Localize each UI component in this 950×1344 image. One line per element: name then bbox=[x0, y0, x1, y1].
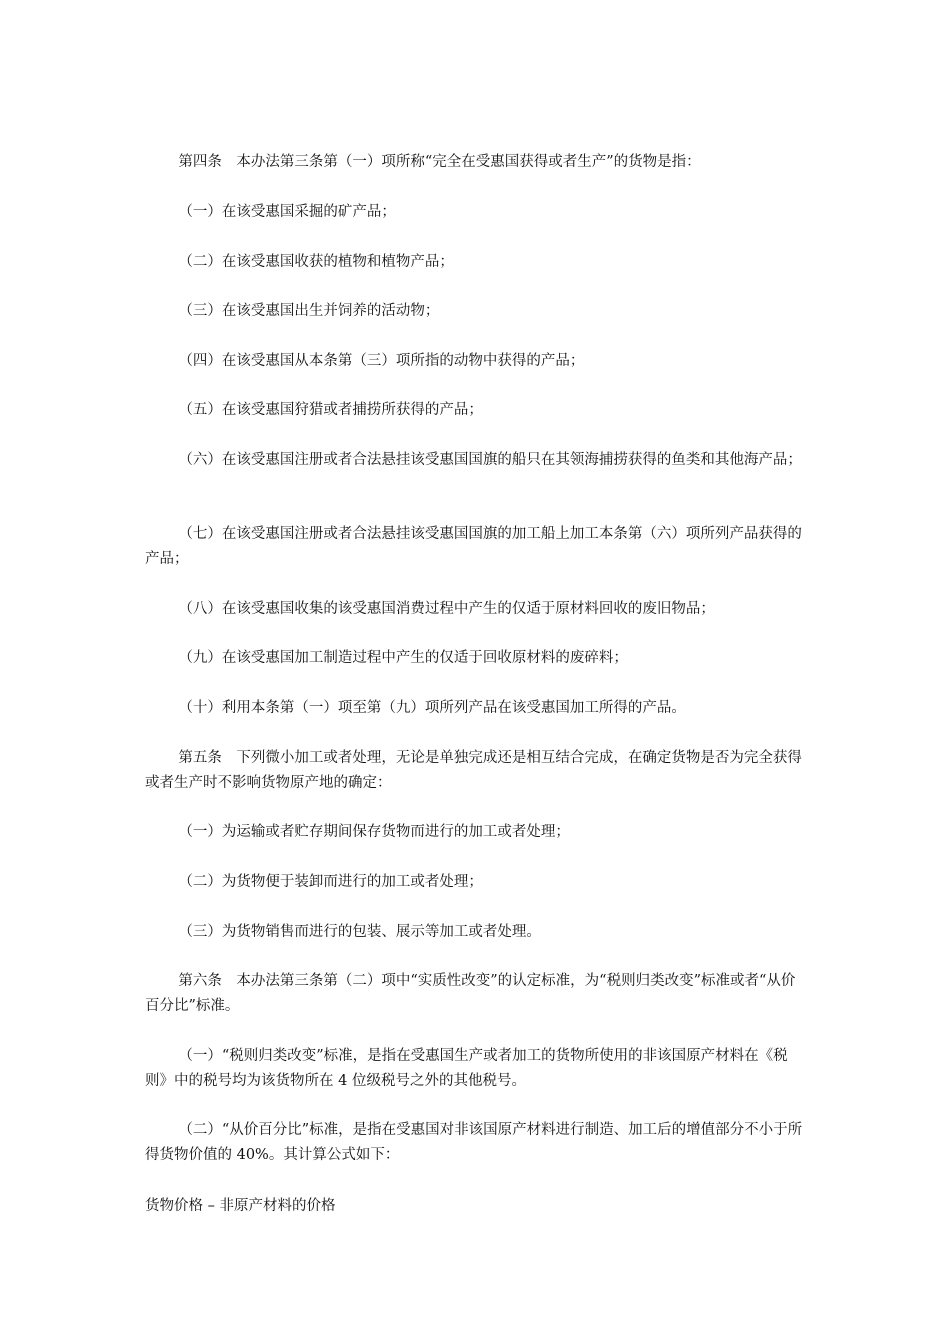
article-4-item-7: （七）在该受惠国注册或者合法悬挂该受惠国国旗的加工船上加工本条第（六）项所列产品获得的产品； bbox=[145, 526, 802, 567]
article-4-item-10: （十）利用本条第（一）项至第（九）项所列产品在该受惠国加工所得的产品。 bbox=[178, 700, 686, 716]
article-4-item-5: （五）在该受惠国狩猎或者捕捞所获得的产品； bbox=[178, 402, 483, 418]
article-4-item-6: （六）在该受惠国注册或者合法悬挂该受惠国国旗的船只在其领海捕捞获得的鱼类和其他海产品； bbox=[178, 452, 802, 468]
article-4-item-1: （一）在该受惠国采掘的矿产品； bbox=[178, 204, 396, 220]
article-5-item-3: （三）为货物销售而进行的包装、展示等加工或者处理。 bbox=[178, 924, 541, 940]
article-5-item-1: （一）为运输或者贮存期间保存货物而进行的加工或者处理； bbox=[178, 824, 570, 840]
article-5-heading: 第五条 下列微小加工或者处理，无论是单独完成还是相互结合完成，在确定货物是否为完全获得或者生产时不影响货物原产地的确定： bbox=[145, 750, 802, 791]
article-6-item-1: （一）“税则归类改变”标准，是指在受惠国生产或者加工的货物所使用的非该国原产材料在《税则》中的税号均为该货物所在 4 位级税号之外的其他税号。 bbox=[145, 1048, 788, 1089]
article-4-item-2: （二）在该受惠国收获的植物和植物产品； bbox=[178, 254, 454, 270]
article-4-item-9: （九）在该受惠国加工制造过程中产生的仅适于回收原材料的废碎料； bbox=[178, 650, 628, 666]
article-6-heading: 第六条 本办法第三条第（二）项中“实质性改变”的认定标准，为“税则归类改变”标准或者“从价百分比”标准。 bbox=[145, 973, 796, 1014]
article-4-item-4: （四）在该受惠国从本条第（三）项所指的动物中获得的产品； bbox=[178, 353, 585, 369]
article-6-item-2: （二）“从价百分比”标准，是指在受惠国对非该国原产材料进行制造、加工后的增值部分不小于所得货物价值的 40%。其计算公式如下： bbox=[145, 1122, 803, 1163]
article-4-heading: 第四条 本办法第三条第（一）项所称“完全在受惠国获得或者生产”的货物是指： bbox=[178, 154, 701, 170]
article-4-item-3: （三）在该受惠国出生并饲养的活动物； bbox=[178, 303, 440, 319]
formula-numerator: 货物价格 – 非原产材料的价格 bbox=[145, 1198, 336, 1214]
article-4-item-8: （八）在该受惠国收集的该受惠国消费过程中产生的仅适于原材料回收的废旧物品； bbox=[178, 601, 715, 617]
article-5-item-2: （二）为货物便于装卸而进行的加工或者处理； bbox=[178, 874, 483, 890]
